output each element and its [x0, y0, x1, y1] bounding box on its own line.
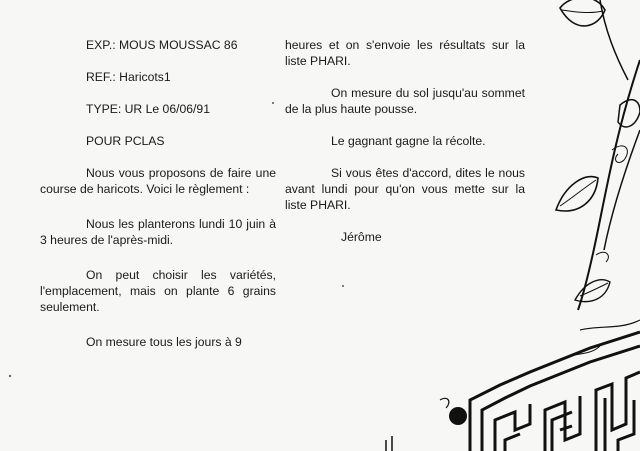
- paragraph-winner: Le gagnant gagne la récolte.: [331, 134, 486, 148]
- paragraph-planting: Nous les planterons lundi 10 juin à 3 heures de l'après-midi.: [40, 217, 276, 247]
- exp-line: EXP.: MOUS MOUSSAC 86: [86, 38, 238, 52]
- paragraph-height: On mesure du sol jusqu'au sommet de la plus haute pousse.: [285, 86, 525, 116]
- ref-line: REF.: Haricots1: [86, 70, 171, 84]
- paragraph-intro: Nous vous proposons de faire une course de haricots. Voici le règlement :: [40, 166, 276, 196]
- paragraph-measure: On mesure tous les jours à 9: [86, 335, 242, 349]
- pour-line: POUR PCLAS: [86, 134, 165, 148]
- paragraph-results: heures et on s'envoie les résultats sur la liste PHARI.: [285, 38, 525, 68]
- type-line: TYPE: UR Le 06/06/91: [86, 102, 210, 116]
- signature: Jérôme: [341, 230, 382, 244]
- paragraph-choice: On peut choisir les variétés, l'emplacement, mais on plante 6 grains seulement.: [40, 268, 276, 314]
- paragraph-agreement: Si vous êtes d'accord, dites le nous avant lundi pour qu'on vous mette sur la liste PHARI.: [285, 166, 525, 212]
